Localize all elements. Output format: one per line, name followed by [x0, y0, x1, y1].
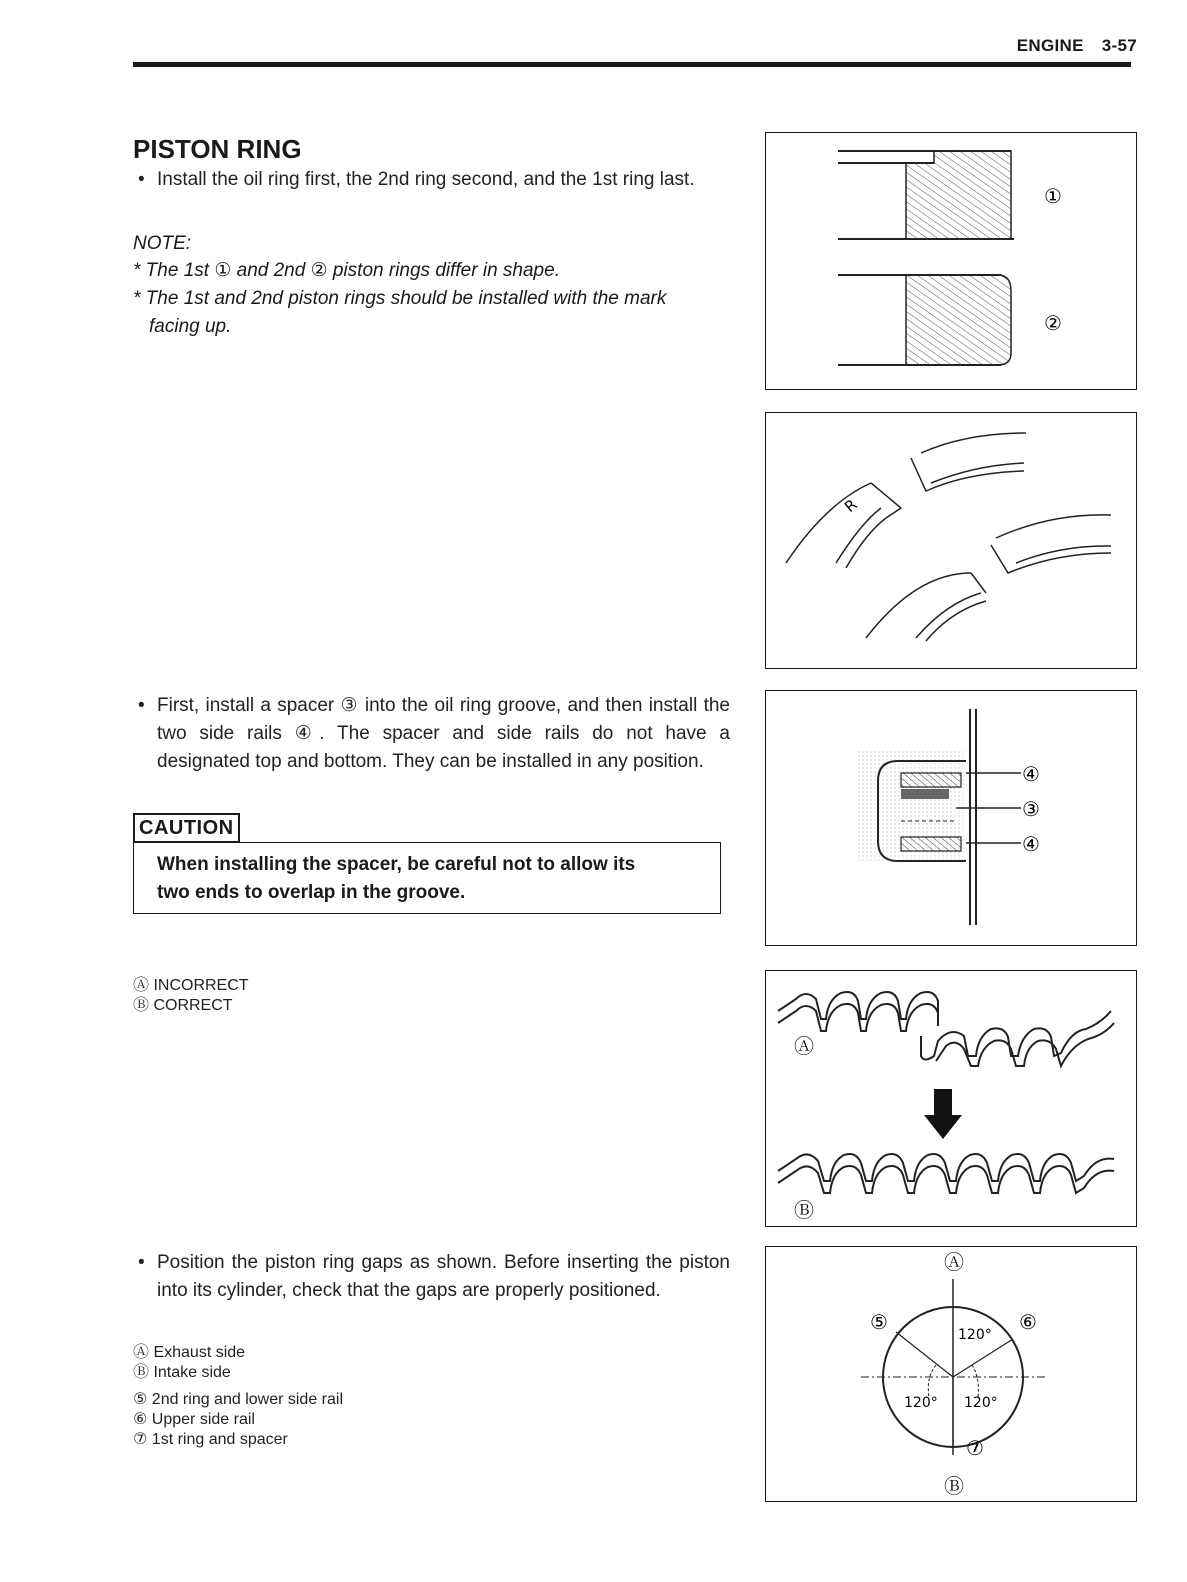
figure-ring-profiles — [765, 132, 1137, 390]
legend-intake: Ⓑ Intake side — [133, 1364, 231, 1381]
bullet-text: First, install a spacer ③ into the oil ring groove, and then install the two side rails ④. The spacer and side rails do not have a designated top and bottom. They can be installed in any position. — [157, 695, 730, 772]
caution-label: CAUTION — [133, 813, 240, 843]
bullet-text: Position the piston ring gaps as shown. Before inserting the piston into its cylinder, check that the gaps are properly positioned. — [157, 1252, 730, 1301]
figure-label-a: Ⓐ — [794, 1034, 814, 1058]
first-ring-profile — [838, 151, 1014, 239]
oil-ring-drawing — [766, 691, 1136, 945]
bullet-install-order — [138, 166, 730, 194]
note-item: * The 1st ① and 2nd ② piston rings differ in shape. — [133, 260, 560, 281]
legend-correct: Ⓑ CORRECT — [133, 997, 233, 1014]
figure-label-4-top: ④ — [1022, 762, 1040, 786]
header-section: ENGINE — [1016, 36, 1084, 55]
second-ring-profile — [838, 275, 1011, 365]
ring-mark-r: R — [841, 495, 861, 517]
legend-overlap — [133, 976, 249, 1016]
caution-line: When installing the spacer, be careful not to allow its — [157, 854, 636, 875]
legend-item-5: ⑤ 2nd ring and lower side rail — [133, 1391, 344, 1408]
header-rule — [133, 62, 1131, 67]
page-header — [1017, 36, 1137, 56]
figure-label-2: ② — [1044, 311, 1062, 335]
figure-spacer-overlap — [765, 970, 1137, 1227]
figure-oil-ring — [765, 690, 1137, 946]
page-number: 3-57 — [1101, 36, 1137, 55]
gap-label-a: Ⓐ — [944, 1250, 964, 1274]
legend-incorrect: Ⓐ INCORRECT — [133, 977, 249, 994]
legend-rings — [133, 1390, 343, 1450]
bullet-dot: • — [138, 695, 145, 716]
angle-left: 120° — [904, 1395, 938, 1411]
figure-label-1: ① — [1044, 184, 1062, 208]
legend-item-7: ⑦ 1st ring and spacer — [133, 1431, 288, 1448]
angle-right: 120° — [964, 1395, 998, 1411]
angle-top: 120° — [958, 1327, 992, 1343]
note-item: * The 1st and 2nd piston rings should be installed with the mark — [133, 288, 667, 309]
gap-label-6: ⑥ — [1019, 1310, 1037, 1334]
caution-text — [157, 851, 717, 907]
spacer-drawing — [766, 971, 1136, 1226]
gap-diagram-drawing — [766, 1247, 1136, 1501]
legend-exhaust: Ⓐ Exhaust side — [133, 1344, 246, 1361]
down-arrow-icon — [924, 1089, 962, 1139]
section-title: PISTON RING — [133, 134, 302, 164]
gap-label-b: Ⓑ — [944, 1474, 964, 1498]
spacer-incorrect — [778, 992, 1114, 1066]
legend-sides — [133, 1343, 245, 1383]
figure-label-b: Ⓑ — [794, 1198, 814, 1222]
legend-item-6: ⑥ Upper side rail — [133, 1411, 255, 1428]
bullet-spacer — [138, 692, 730, 776]
spacer-correct — [778, 1154, 1114, 1193]
figure-label-4-bottom: ④ — [1022, 832, 1040, 856]
ring-marks-drawing — [766, 413, 1136, 668]
bullet-dot: • — [138, 169, 145, 190]
caution-line: two ends to overlap in the groove. — [157, 882, 466, 903]
note-item-continued: facing up. — [149, 316, 232, 337]
figure-ring-marks — [765, 412, 1137, 669]
gap-label-5: ⑤ — [870, 1310, 888, 1334]
bullet-gap-position — [138, 1249, 730, 1305]
note-label: NOTE: — [133, 233, 192, 254]
bullet-dot: • — [138, 1252, 145, 1273]
ring-profiles-drawing — [766, 133, 1136, 389]
gap-label-7: ⑦ — [966, 1436, 984, 1460]
figure-label-3: ③ — [1022, 797, 1040, 821]
bullet-text: Install the oil ring first, the 2nd ring second, and the 1st ring last. — [157, 169, 695, 190]
figure-gap-positions — [765, 1246, 1137, 1502]
